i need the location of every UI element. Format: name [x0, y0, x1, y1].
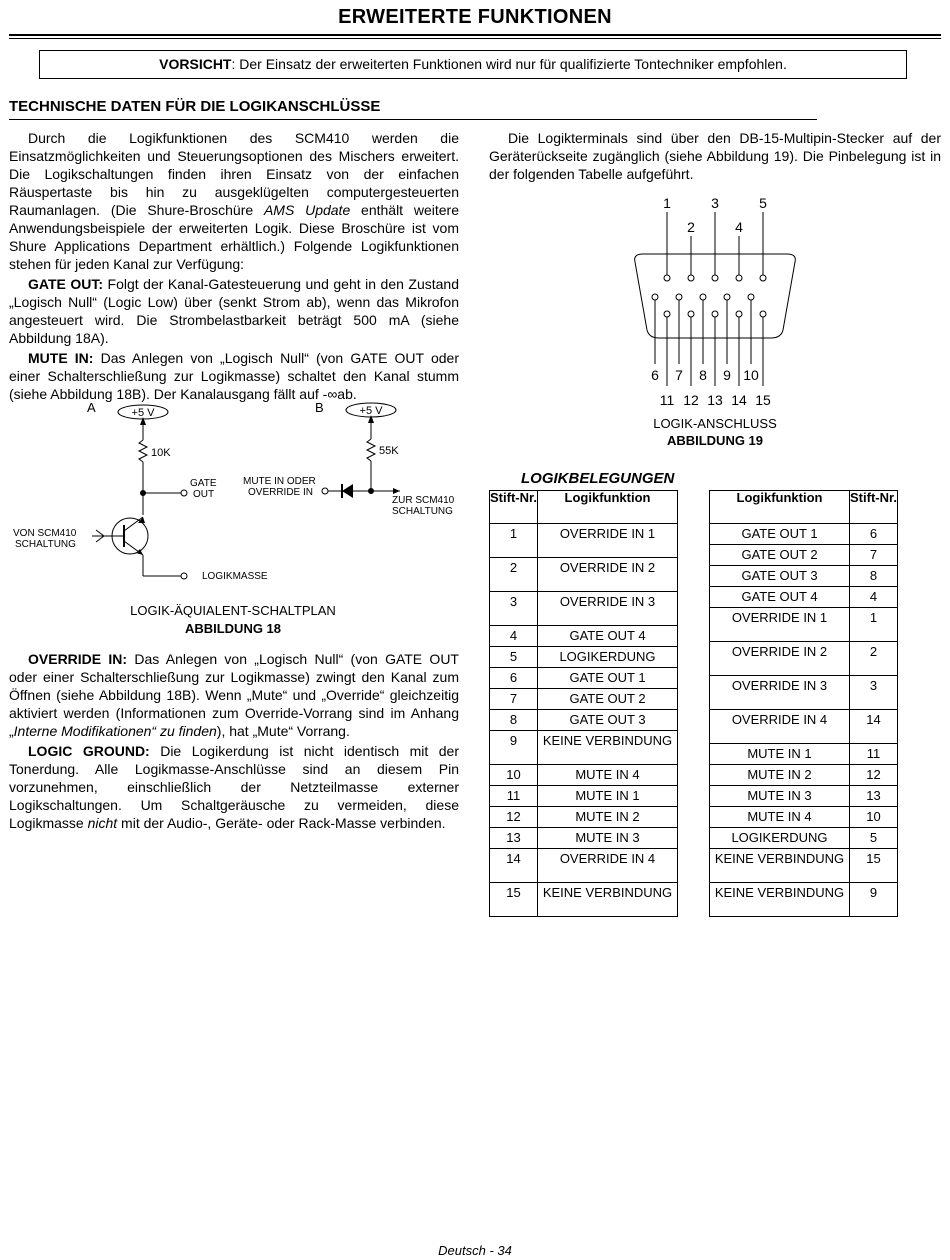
pin-contact — [712, 311, 718, 317]
logic-function-cell: OVERRIDE IN 3 — [710, 676, 850, 710]
logic-function-cell: GATE OUT 2 — [538, 689, 678, 710]
pin-number-cell: 13 — [490, 828, 538, 849]
fig18-mute-1: MUTE IN ODER — [243, 476, 316, 487]
table-row — [490, 849, 678, 883]
pin-number-cell: 7 — [490, 689, 538, 710]
pin-number-cell: 14 — [490, 849, 538, 883]
pin-number-cell: 10 — [850, 807, 898, 828]
table-row — [710, 608, 898, 642]
logic-function-cell: OVERRIDE IN 3 — [538, 592, 678, 626]
mute-in-paragraph: MUTE IN: Das Anlegen von „Logisch Null“ (von GATE OUT oder einer Schalterschließung zur Logikmasse) schaltet den Kanal stumm (siehe Abbildung 18B). Der Kanalausgang fällt auf -∞ab. — [9, 350, 459, 402]
pin-contact — [700, 294, 706, 300]
pin-number-cell: 10 — [490, 765, 538, 786]
table-row — [490, 883, 678, 917]
table-row — [490, 828, 678, 849]
override-paragraph: OVERRIDE IN: Das Anlegen von „Logisch Null“ (von GATE OUT oder einer Schalterschließung zur Logikmasse) zwingt den Kanal zum Öffnen (siehe Abbildung 18B). Wenn „Mute“ und „Override“ gleichzeitig aktiviert werden (Informationen zum Override-Vorrang sind im Anhang „Interne Modifikationen“ zu finden), hat „Mute“ Vorrang. — [9, 651, 459, 739]
pin-number-cell: 3 — [850, 676, 898, 710]
table-row — [490, 524, 678, 558]
pin-number-cell: 12 — [490, 807, 538, 828]
table-row — [490, 668, 678, 689]
pin-number-label: 13 — [707, 392, 723, 408]
pin-contact — [664, 311, 670, 317]
pin-number-label: 10 — [743, 367, 759, 383]
logic-function-cell: OVERRIDE IN 4 — [538, 849, 678, 883]
logic-function-cell: OVERRIDE IN 1 — [710, 608, 850, 642]
fig18-gate: GATE — [190, 478, 217, 489]
pin-number-cell: 14 — [850, 710, 898, 744]
table-row — [490, 558, 678, 592]
logic-function-cell: OVERRIDE IN 2 — [710, 642, 850, 676]
pin-number-cell: 8 — [850, 566, 898, 587]
right-column-intro — [489, 129, 941, 185]
logic-schematic-figure — [0, 395, 470, 640]
table-row — [710, 786, 898, 807]
table-row — [710, 744, 898, 765]
logic-function-cell: GATE OUT 4 — [710, 587, 850, 608]
column-header: Stift-Nr. — [490, 491, 538, 524]
page-title: ERWEITERTE FUNKTIONEN — [338, 6, 612, 28]
logic-function-cell: GATE OUT 3 — [538, 710, 678, 731]
table-row — [710, 807, 898, 828]
pin-contact — [736, 275, 742, 281]
pin-contact — [760, 311, 766, 317]
pin-contact — [688, 275, 694, 281]
fig18-resistor-10k: 10K — [151, 447, 171, 459]
logic-ground-paragraph: LOGIC GROUND: Die Logikerdung ist nicht identisch mit der Tonerdung. Alle Logikmasse-Anschlüsse sind an diesem Pin vorzunehmen, einschließlich der Netzteilmasse externer Logikschaltungen. Um Schaltgeräusche zu vermeiden, diese Logikmasse nicht mit der Audio-, Geräte- oder Rack-Masse verbinden. — [9, 743, 459, 831]
pin-number-label: 15 — [755, 392, 771, 408]
table-row — [710, 524, 898, 545]
title-rule-thin — [9, 38, 941, 39]
pin-contact — [724, 294, 730, 300]
pin-number-cell: 8 — [490, 710, 538, 731]
pin-number-cell: 5 — [850, 828, 898, 849]
pin-contact — [652, 294, 658, 300]
pin-number-label: 7 — [675, 367, 683, 383]
pin-number-cell: 9 — [490, 731, 538, 765]
logic-function-cell: MUTE IN 4 — [538, 765, 678, 786]
pin-number-label: 11 — [659, 392, 675, 408]
pin-number-label: 14 — [731, 392, 747, 408]
logic-function-cell: OVERRIDE IN 4 — [710, 710, 850, 744]
pin-contact — [664, 275, 670, 281]
fig18-zur-1: ZUR SCM410 — [392, 495, 455, 506]
table-row — [490, 689, 678, 710]
fig18-mute-2: OVERRIDE IN — [248, 487, 314, 498]
table-row — [710, 828, 898, 849]
pin-number-cell: 5 — [490, 647, 538, 668]
logic-function-cell: OVERRIDE IN 1 — [538, 524, 678, 558]
column-header: Logikfunktion — [710, 491, 850, 524]
fig18-caption-number: ABBILDUNG 18 — [184, 621, 282, 636]
pin-number-cell: 9 — [850, 883, 898, 917]
left-column-bottom — [9, 650, 459, 834]
logic-function-cell: KEINE VERBINDUNG — [538, 731, 678, 765]
table-row — [710, 710, 898, 744]
logic-function-cell: GATE OUT 1 — [538, 668, 678, 689]
pin-number-cell: 6 — [850, 524, 898, 545]
pin-number-cell: 7 — [850, 545, 898, 566]
caution-box — [39, 50, 907, 79]
pin-number-cell: 6 — [490, 668, 538, 689]
intro-paragraph: Durch die Logikfunktionen des SCM410 werden die Einsatzmöglichkeiten und Steuerungsoptionen des Mischers erweitert. Die Logikschaltungen finden ihren Einsatz von der einfachen Räuspertaste bis hin zu ausgeklügelten computergesteuerten Raumanlagen. (Die Shure-Broschüre AMS Update enthält weitere Anwendungsbeispiele der erweiterten Logik. Diese Broschüre ist vom Shure Applications Department erhältlich.) Folgende Logikfunktionen stehen für jeden Kanal zur Verfügung: — [9, 130, 459, 272]
fig18-von-1: VON SCM410 — [13, 528, 77, 539]
table-row — [710, 566, 898, 587]
table-row — [490, 710, 678, 731]
logic-function-cell: GATE OUT 1 — [710, 524, 850, 545]
section-rule — [9, 119, 817, 120]
column-header: Logikfunktion — [538, 491, 678, 524]
fig18-resistor-55k: 55K — [379, 445, 399, 457]
table-title: LOGIKBELEGUNGEN — [521, 470, 675, 487]
title-rule — [9, 34, 941, 36]
logic-function-cell: MUTE IN 2 — [710, 765, 850, 786]
table-row — [710, 587, 898, 608]
pin-contact — [712, 275, 718, 281]
pin-number-label: 3 — [711, 195, 719, 211]
logic-function-cell: KEINE VERBINDUNG — [710, 883, 850, 917]
pin-assignment-table-by-function — [709, 490, 898, 917]
fig18-vplus-b: +5 V — [359, 405, 383, 417]
table-header-row — [710, 491, 898, 524]
pin-number-label: 6 — [651, 367, 659, 383]
pin-number-cell: 15 — [850, 849, 898, 883]
fig18-vplus-a: +5 V — [131, 407, 155, 419]
fig18-label-a: A — [87, 400, 96, 415]
pin-number-label: 8 — [699, 367, 707, 383]
pin-number-cell: 11 — [490, 786, 538, 807]
logic-function-cell: OVERRIDE IN 2 — [538, 558, 678, 592]
fig18-out: OUT — [193, 489, 215, 500]
logic-function-cell: KEINE VERBINDUNG — [710, 849, 850, 883]
logic-function-cell: MUTE IN 2 — [538, 807, 678, 828]
table-row — [710, 849, 898, 883]
section-heading: TECHNISCHE DATEN FÜR DIE LOGIKANSCHLÜSSE — [9, 98, 381, 115]
table-row — [490, 626, 678, 647]
pin-number-cell: 1 — [850, 608, 898, 642]
fig18-zur-2: SCHALTUNG — [392, 506, 453, 517]
caution-label: VORSICHT — [159, 56, 232, 72]
pin-number-label: 2 — [687, 219, 695, 235]
pin-number-cell: 2 — [850, 642, 898, 676]
pin-contact — [676, 294, 682, 300]
db15-connector-figure — [615, 190, 815, 450]
table-row — [710, 765, 898, 786]
fig18-von-2: SCHALTUNG — [15, 539, 76, 550]
fig18-caption: LOGIK-ÄQUIALENT-SCHALTPLAN — [130, 603, 336, 618]
table-row — [710, 642, 898, 676]
pin-number-cell: 3 — [490, 592, 538, 626]
caution-text: : Der Einsatz der erweiterten Funktionen wird nur für qualifizierte Tontechniker empfohlen. — [231, 56, 787, 72]
column-header: Stift-Nr. — [850, 491, 898, 524]
table-row — [490, 592, 678, 626]
pin-number-cell: 15 — [490, 883, 538, 917]
logic-function-cell: LOGIKERDUNG — [538, 647, 678, 668]
gate-out-paragraph: GATE OUT: Folgt der Kanal-Gatesteuerung und geht in den Zustand „Logisch Null“ (Logic Low) über (senkt Strom ab), wenn das Mikrofon angesteuert wird. Die Strombelastbarkeit beträgt 500 mA (siehe Abbildung 18A). — [9, 276, 460, 346]
pin-number-cell: 4 — [850, 587, 898, 608]
table-row — [490, 765, 678, 786]
table-header-row — [490, 491, 678, 524]
logic-function-cell: MUTE IN 1 — [710, 744, 850, 765]
logic-function-cell: LOGIKERDUNG — [710, 828, 850, 849]
pin-number-cell: 12 — [850, 765, 898, 786]
logic-function-cell: MUTE IN 3 — [538, 828, 678, 849]
pin-contact — [760, 275, 766, 281]
fig18-label-b: B — [315, 400, 324, 415]
pin-number-cell: 11 — [850, 744, 898, 765]
table-row — [710, 676, 898, 710]
pin-number-label: 9 — [723, 367, 731, 383]
pin-number-cell: 13 — [850, 786, 898, 807]
logic-function-cell: KEINE VERBINDUNG — [538, 883, 678, 917]
pin-number-cell: 4 — [490, 626, 538, 647]
fig18-logikmasse: LOGIKMASSE — [202, 571, 268, 582]
pin-contact — [688, 311, 694, 317]
table-row — [490, 647, 678, 668]
table-row — [490, 786, 678, 807]
table-row — [490, 731, 678, 765]
left-column-top — [9, 129, 459, 405]
db15-paragraph: Die Logikterminals sind über den DB-15-Multipin-Stecker auf der Geräterückseite zugänglich (siehe Abbildung 19). Die Pinbelegung ist in der folgenden Tabelle aufgeführt. — [489, 130, 941, 182]
pin-number-label: 12 — [683, 392, 699, 408]
pin-number-label: 5 — [759, 195, 767, 211]
logic-function-cell: GATE OUT 3 — [710, 566, 850, 587]
table-row — [710, 883, 898, 917]
pin-number-label: 4 — [735, 219, 743, 235]
pin-assignment-table-by-pin — [489, 490, 678, 917]
fig19-caption: LOGIK-ANSCHLUSS — [653, 416, 777, 431]
fig19-caption-number: ABBILDUNG 19 — [666, 433, 764, 448]
page-footer: Deutsch - 34 — [438, 1243, 512, 1258]
pin-number-cell: 1 — [490, 524, 538, 558]
logic-function-cell: MUTE IN 4 — [710, 807, 850, 828]
logic-function-cell: GATE OUT 4 — [538, 626, 678, 647]
pin-contact — [736, 311, 742, 317]
logic-function-cell: MUTE IN 1 — [538, 786, 678, 807]
pin-number-cell: 2 — [490, 558, 538, 592]
pin-number-label: 1 — [663, 195, 671, 211]
table-row — [490, 807, 678, 828]
logic-function-cell: MUTE IN 3 — [710, 786, 850, 807]
table-row — [710, 545, 898, 566]
pin-contact — [748, 294, 754, 300]
logic-function-cell: GATE OUT 2 — [710, 545, 850, 566]
